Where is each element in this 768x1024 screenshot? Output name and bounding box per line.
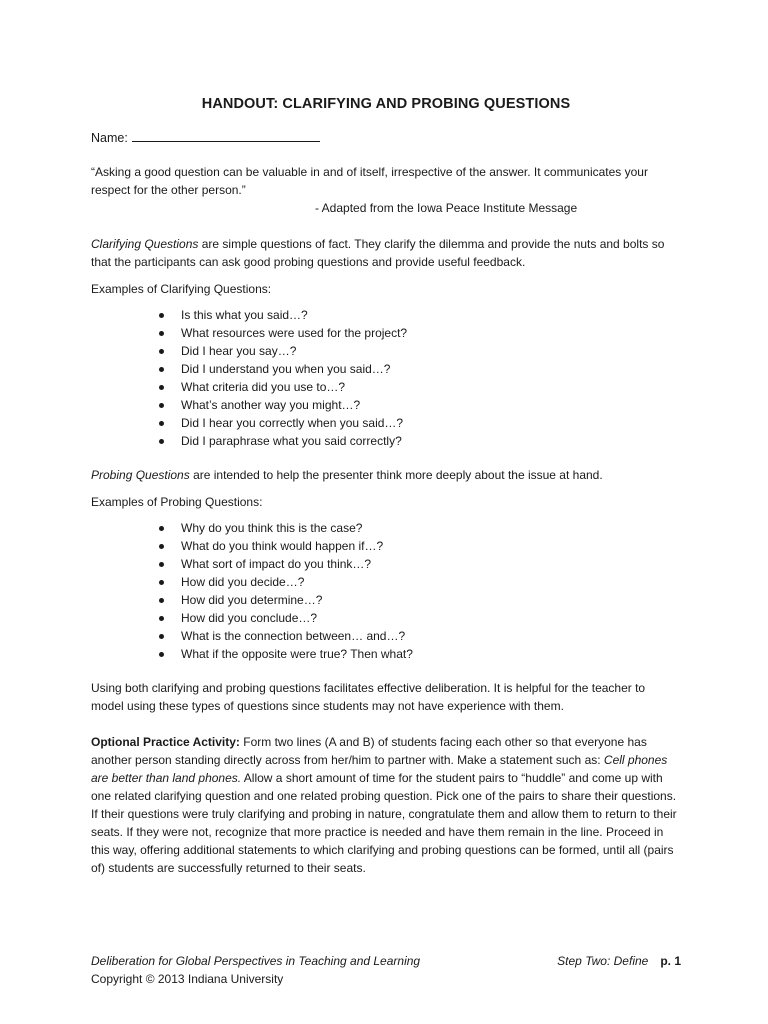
list-item (181, 591, 681, 609)
bullet-icon (159, 616, 164, 621)
bullet-icon (159, 331, 164, 336)
clarifying-definition (91, 235, 681, 271)
footer-copyright: Copyright © 2013 Indiana University (91, 972, 284, 986)
list-item-text: Did I paraphrase what you said correctly? (181, 434, 402, 448)
page-footer (91, 952, 681, 988)
list-item-text: What’s another way you might…? (181, 398, 361, 412)
footer-step-label: Step Two: Define (557, 954, 649, 968)
probing-term: Probing Questions (91, 468, 190, 482)
bullet-icon (159, 385, 164, 390)
list-item-text: Did I understand you when you said…? (181, 362, 391, 376)
list-item (181, 609, 681, 627)
list-item (181, 432, 681, 450)
clarifying-term: Clarifying Questions (91, 237, 199, 251)
list-item-text: Why do you think this is the case? (181, 521, 363, 535)
list-item (181, 573, 681, 591)
list-item-text: What resources were used for the project? (181, 326, 408, 340)
list-item (181, 537, 681, 555)
name-label: Name: (91, 131, 128, 145)
bullet-icon (159, 652, 164, 657)
bullet-icon (159, 580, 164, 585)
list-item-text: How did you decide…? (181, 575, 305, 589)
name-field (91, 129, 681, 145)
bullet-icon (159, 421, 164, 426)
footer-section (557, 952, 681, 970)
handout-body (91, 96, 681, 877)
bullet-icon (159, 634, 164, 639)
list-item-text: How did you determine…? (181, 593, 323, 607)
list-item-text: Did I hear you say…? (181, 344, 297, 358)
list-item (181, 324, 681, 342)
list-item (181, 360, 681, 378)
list-item (181, 342, 681, 360)
list-item (181, 378, 681, 396)
probing-definition (91, 466, 681, 484)
practice-activity-text-after: Allow a short amount of time for the student pairs to “huddle” and come up with one related clarifying question and one related probing question. Pick one of the pairs to share their questions. If their questions were truly clarifying and probing in nature, congratulate them and allow them to return to their seats. If they were not, recognize that more practice is needed and have them remain in the line. Proceed in this way, offering additional statements to which clarifying and probing questions can be formed, until all (pairs of) students are successfully returned to their seats. (91, 771, 677, 875)
practice-activity-paragraph (91, 733, 681, 877)
list-item-text: What criteria did you use to…? (181, 380, 346, 394)
list-item (181, 645, 681, 663)
bullet-icon (159, 349, 164, 354)
list-item-text: Did I hear you correctly when you said…? (181, 416, 404, 430)
list-item-text: What if the opposite were true? Then what? (181, 647, 413, 661)
clarifying-definition-text: are simple questions of fact. They clarify the dilemma and provide the nuts and bolts so that the participants can ask good probing questions and provide useful feedback. (91, 237, 665, 269)
bullet-icon (159, 313, 164, 318)
bullet-icon (159, 367, 164, 372)
list-item-text: What is the connection between… and…? (181, 629, 406, 643)
footer-top-row (91, 952, 681, 970)
practice-activity-text-before: Form two lines (A and B) of students facing each other so that everyone has another person standing directly across from her/him to partner with. Make a statement such as: (91, 735, 647, 767)
closing-paragraph: Using both clarifying and probing questions facilitates effective deliberation. It is helpful for the teacher to model using these types of questions since students may not have experience with them. (91, 681, 646, 713)
page-number: p. 1 (660, 954, 681, 968)
practice-activity-label: Optional Practice Activity: (91, 735, 240, 749)
probing-examples-label: Examples of Probing Questions: (91, 495, 263, 509)
list-item (181, 627, 681, 645)
footer-publication-title: Deliberation for Global Perspectives in Teaching and Learning (91, 954, 421, 968)
list-item (181, 519, 681, 537)
opening-quote: “Asking a good question can be valuable in and of itself, irrespective of the answer. It communicates your respect for the other person.” (91, 165, 648, 197)
quote-attribution: - Adapted from the Iowa Peace Institute Message (315, 201, 578, 215)
probing-examples-list (91, 519, 681, 663)
bullet-icon (159, 544, 164, 549)
list-item-text: What do you think would happen if…? (181, 539, 384, 553)
bullet-icon (159, 598, 164, 603)
clarifying-examples-list (91, 306, 681, 450)
list-item (181, 414, 681, 432)
list-item-text: How did you conclude…? (181, 611, 318, 625)
probing-definition-text: are intended to help the presenter think more deeply about the issue at hand. (189, 468, 603, 482)
list-item-text: Is this what you said…? (181, 308, 308, 322)
list-item (181, 396, 681, 414)
bullet-icon (159, 403, 164, 408)
clarifying-examples-label: Examples of Clarifying Questions: (91, 282, 272, 296)
bullet-icon (159, 526, 164, 531)
list-item (181, 306, 681, 324)
bullet-icon (159, 562, 164, 567)
example-statement: Cell phones are better than land phones. (91, 753, 668, 785)
page-title: HANDOUT: CLARIFYING AND PROBING QUESTIONS (201, 96, 571, 112)
list-item (181, 555, 681, 573)
name-blank-line (132, 129, 320, 142)
bullet-icon (159, 439, 164, 444)
list-item-text: What sort of impact do you think…? (181, 557, 372, 571)
